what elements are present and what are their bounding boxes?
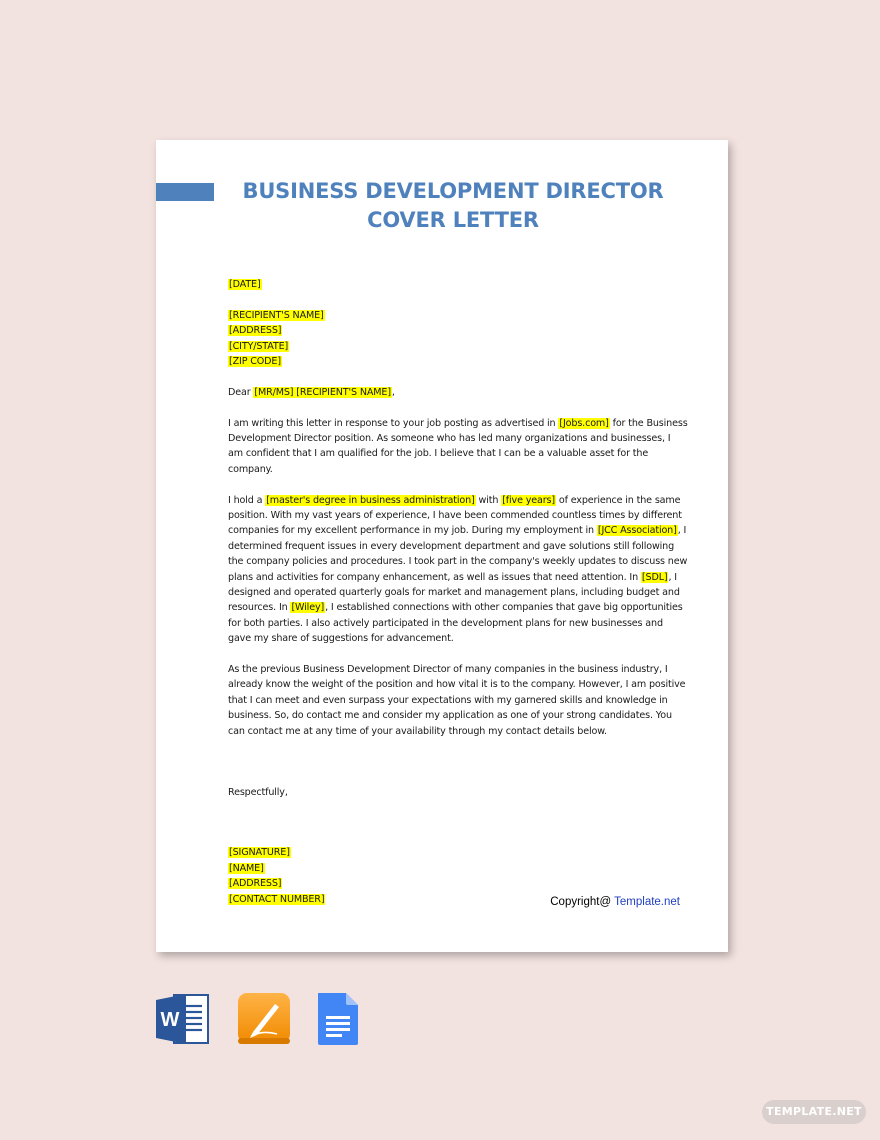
- p1-text-a: I am writing this letter in response to your job posting as advertised in: [228, 417, 559, 429]
- document-title-line2: COVER LETTER: [367, 208, 539, 232]
- greeting-placeholder: [MR/MS] [RECIPIENT'S NAME]: [254, 386, 391, 398]
- greeting: [228, 385, 688, 400]
- closing: Respectfully,: [228, 786, 288, 798]
- city-state-placeholder: [CITY/STATE]: [229, 340, 289, 352]
- word-icon[interactable]: [156, 992, 210, 1046]
- document-title-line1: BUSINESS DEVELOPMENT DIRECTOR: [242, 179, 664, 203]
- p2-text-b: with: [475, 494, 502, 506]
- greeting-suffix: ,: [391, 386, 395, 398]
- signature-placeholder: [SIGNATURE]: [229, 847, 290, 859]
- p1-text-b: for the Business Development Director position. As someone who has led many organizations and businesses, I am confident that I am qualified for the job. I believe that I can be a valuable asset for the company.: [228, 417, 688, 475]
- jobs-site-placeholder: [Jobs.com]: [559, 417, 609, 429]
- paragraph-1: [228, 416, 688, 478]
- copyright-prefix: Copyright@: [550, 896, 615, 908]
- document-page: [156, 140, 728, 952]
- p2-text-a: I hold a: [228, 494, 266, 506]
- recipient-block: [228, 308, 688, 370]
- address-placeholder: [ADDRESS]: [229, 325, 282, 337]
- company1-placeholder: [JCC Association]: [597, 525, 677, 537]
- watermark-badge: TEMPLATE.NET: [762, 1100, 866, 1124]
- recipient-name-placeholder: [RECIPIENT'S NAME]: [229, 309, 324, 321]
- date-placeholder: [DATE]: [229, 279, 261, 290]
- letter-body: [228, 277, 688, 922]
- years-placeholder: [five years]: [502, 494, 555, 506]
- pages-icon[interactable]: [237, 992, 291, 1046]
- paragraph-3: As the previous Business Development Director of many companies in the business industry, I already know the weight of the position and how vital it is to the company. However, I am positive that I can meet and even surpass your expectations with my garnered skills and knowledge in business. So, do contact me and consider my application as one of your strong candidates. You can contact me at any time of your availability through my contact details below.: [228, 664, 686, 737]
- copyright-link[interactable]: Template.net: [614, 896, 680, 908]
- sender-address-placeholder: [ADDRESS]: [229, 878, 282, 890]
- company2-placeholder: [SDL]: [641, 571, 668, 583]
- date-line: [228, 277, 688, 292]
- greeting-prefix: Dear: [228, 386, 254, 398]
- degree-placeholder: [master's degree in business administration]: [266, 494, 475, 506]
- copyright-line: [550, 896, 680, 908]
- paragraph-2: [228, 493, 688, 647]
- name-placeholder: [NAME]: [229, 862, 264, 874]
- p2-text-d: , I determined frequent issues in every development department and gave solutions still following the company policies and procedures. I took part in the company's weekly updates to discuss new plans and activities for company enhancement, as well as issues that need attention. In: [228, 525, 688, 583]
- p2-text-e: , I designed and operated quarterly goals for market and management plans, including budget and resources. In: [228, 571, 680, 614]
- company3-placeholder: [Wiley]: [291, 602, 325, 614]
- zip-code-placeholder: [ZIP CODE]: [229, 356, 281, 368]
- p2-text-f: , I established connections with other companies that gave big opportunities for both parties. I also actively participated in the development plans for new businesses and gave my share of suggestions for advancement.: [228, 602, 683, 645]
- contact-number-placeholder: [CONTACT NUMBER]: [229, 893, 325, 905]
- p2-text-c: of experience in the same position. With my vast years of experience, I have been commended countless times by different companies for my excellent performance in my job. During my employment in: [228, 494, 682, 537]
- accent-bar: [156, 183, 214, 201]
- google-docs-icon[interactable]: [314, 992, 368, 1046]
- word-letter: W: [160, 1009, 180, 1031]
